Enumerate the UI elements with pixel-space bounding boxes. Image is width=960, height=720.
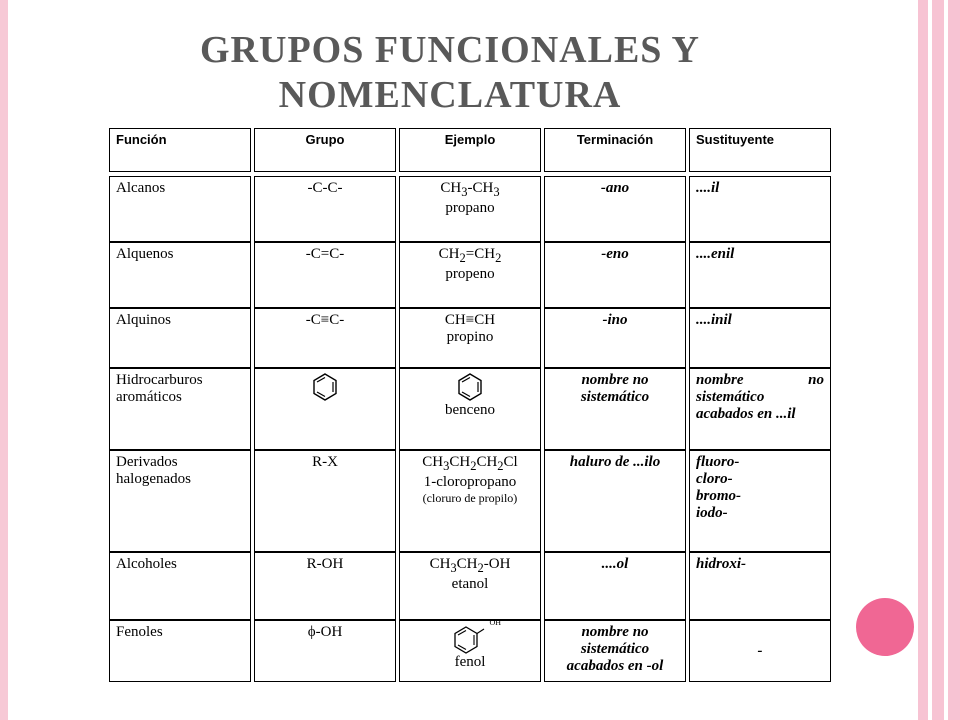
cell-funcion [109,368,251,450]
header-sustituyente: Sustituyente [689,128,831,172]
cell-grupo: -C=C- [254,242,396,308]
table-row [109,620,831,682]
header-funcion: Función [109,128,251,172]
decorative-circle [856,598,914,656]
table-row [109,368,831,450]
sustituyente-line: cloro- [696,471,733,487]
slide-left-border [0,0,8,720]
table-row [109,552,831,620]
title-line-2: NOMENCLATURA [278,74,622,116]
table-row [109,176,831,242]
funcion-line: aromáticos [116,389,182,405]
oh-label: OH [489,618,501,627]
table-row [109,450,831,552]
ejemplo-nota: (cloruro de propilo) [422,491,518,505]
cell-ejemplo [399,620,541,682]
cell-grupo: ϕ-OH [254,620,396,682]
slide-right-stripe [918,0,928,720]
cell-grupo [254,368,396,450]
sustituyente-line [696,372,824,389]
ejemplo-nombre: benceno [445,402,495,418]
table-row [109,308,831,368]
cell-grupo: -C-C- [254,176,396,242]
cell-sustituyente [689,450,831,552]
slide-title [130,28,770,118]
terminacion-line: sistemático [580,389,650,405]
cell-ejemplo [399,552,541,620]
cell-terminacion [544,368,686,450]
cell-terminacion: -ino [544,308,686,368]
title-line-1: GRUPOS FUNCIONALES Y [200,29,700,71]
terminacion-line: nombre no [581,372,649,388]
table-header-row [109,128,831,172]
cell-terminacion: -eno [544,242,686,308]
header-terminacion: Terminación [544,128,686,172]
ejemplo-nombre: fenol [454,654,486,670]
benzene-ring-icon [312,372,338,402]
ejemplo-formula: $CH_2=CH_2$ [438,246,502,265]
cell-ejemplo [399,242,541,308]
phenol-ring-icon [453,624,487,654]
cell-funcion: Alquenos [109,242,251,308]
cell-terminacion: ....ol [544,552,686,620]
ejemplo-nombre: etanol [451,576,489,592]
cell-terminacion: -ano [544,176,686,242]
cell-funcion: Alcoholes [109,552,251,620]
ejemplo-nombre: propeno [445,266,495,282]
table-row [109,242,831,308]
benzene-ring-icon [457,372,483,402]
funcion-line: Hidrocarburos [116,372,203,388]
sustituyente-word: nombre [696,372,744,388]
functional-groups-table [106,128,834,682]
cell-sustituyente [689,368,831,450]
sustituyente-line: bromo- [696,488,741,504]
terminacion-line: nombre no [581,624,649,640]
sustituyente-line: sistemático [696,389,765,405]
ejemplo-nombre: propano [445,200,495,216]
slide-right-stripe [948,0,960,720]
funcion-line: Derivados [116,454,178,470]
terminacion-line: acabados en -ol [566,658,664,674]
cell-ejemplo [399,368,541,450]
header-ejemplo: Ejemplo [399,128,541,172]
header-grupo: Grupo [254,128,396,172]
cell-sustituyente: ....il [689,176,831,242]
slide-right-stripe [932,0,944,720]
cell-ejemplo [399,450,541,552]
ejemplo-formula: $CH_3-CH_3$ [440,180,500,199]
cell-terminacion [544,620,686,682]
sustituyente-word: no [808,372,824,388]
cell-funcion [109,450,251,552]
sustituyente-line: fluoro- [696,454,740,470]
cell-terminacion: haluro de ...ilo [544,450,686,552]
cell-grupo: R-X [254,450,396,552]
terminacion-line: sistemático [580,641,650,657]
cell-funcion: Alquinos [109,308,251,368]
sustituyente-line: acabados en ...il [696,406,796,422]
sustituyente-line: iodo- [696,505,728,521]
cell-funcion: Alcanos [109,176,251,242]
cell-sustituyente: ....enil [689,242,831,308]
ejemplo-nombre: 1-cloropropano [423,474,517,490]
cell-ejemplo [399,176,541,242]
cell-sustituyente: - [689,620,831,682]
funcion-line: halogenados [116,471,191,487]
cell-funcion: Fenoles [109,620,251,682]
ejemplo-formula: $CH_3CH_2-OH$ [429,556,511,575]
cell-grupo: R-OH [254,552,396,620]
ejemplo-formula: $CH_3CH_2CH_2Cl$ [422,454,518,473]
ejemplo-formula: CH≡CH [444,312,496,328]
cell-sustituyente: ....inil [689,308,831,368]
ejemplo-nombre: propino [446,329,494,345]
cell-sustituyente: hidroxi- [689,552,831,620]
cell-ejemplo [399,308,541,368]
cell-grupo: -C≡C- [254,308,396,368]
